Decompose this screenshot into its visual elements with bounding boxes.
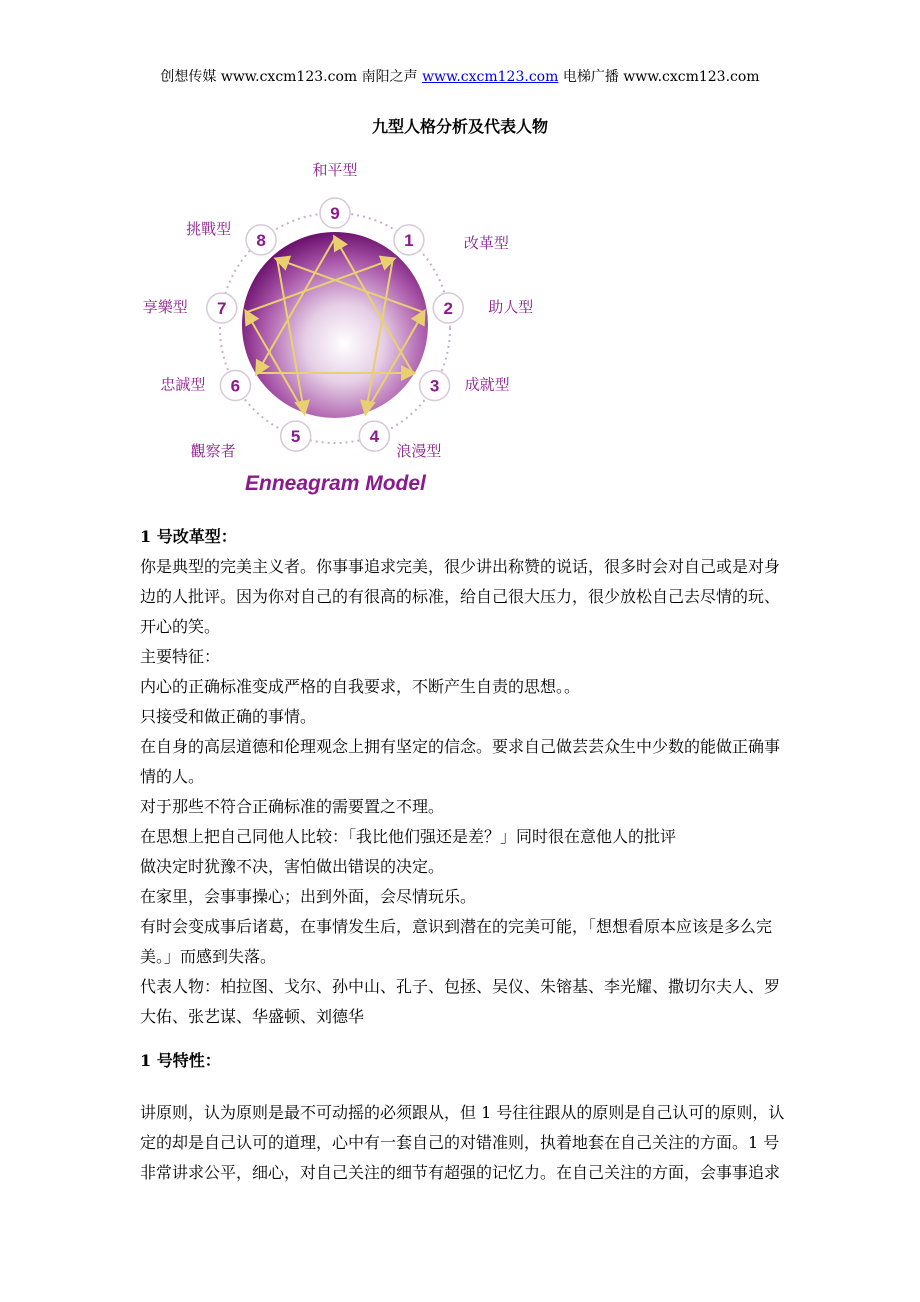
features-label: 主要特征： — [140, 647, 221, 666]
feature-item: 只接受和做正确的事情。 — [140, 707, 317, 726]
enneagram-node-number: 7 — [217, 299, 227, 319]
enneagram-node-number: 6 — [230, 376, 241, 396]
enneagram-type-label: 改革型 — [463, 233, 509, 252]
enneagram-type-label: 享樂型 — [142, 298, 188, 317]
enneagram-type-label: 成就型 — [464, 375, 510, 394]
enneagram-node-number: 3 — [429, 376, 440, 396]
section1-heading: 1 号改革型： — [140, 527, 237, 546]
feature-item: 对于那些不符合正确标准的需要置之不理。 — [140, 797, 445, 816]
feature-item: 在思想上把自己同他人比较：「我比他们强还是差？」同时很在意他人的批评 — [140, 827, 677, 846]
section1-intro: 你是典型的完美主义者。你事事追求完美，很少讲出称赞的说话，很多时会对自己或是对身边的人批评。因为你对自己的有很高的标准，给自己很大压力，很少放松自己去尽情的玩、开心的笑。 — [140, 557, 781, 636]
feature-item: 有时会变成事后诸葛，在事情发生后，意识到潜在的完美可能，「想想看原本应该是多么完美。」而感到失落。 — [140, 917, 773, 966]
feature-item: 内心的正确标准变成严格的自我要求，不断产生自责的思想。。 — [140, 677, 581, 696]
header-text-1: 创想传媒 www.cxcm123.com 南阳之声 — [160, 69, 423, 85]
diagram-caption: Enneagram Model — [245, 472, 426, 495]
document-title: 九型人格分析及代表人物 — [371, 117, 548, 136]
enneagram-node-number: 4 — [369, 427, 380, 447]
representatives: 代表人物：柏拉图、戈尔、孙中山、孔子、包拯、吴仪、朱镕基、李光耀、撒切尔夫人、罗大佑、张艺谋、华盛顿、刘德华 — [140, 977, 781, 1026]
enneagram-node-number: 8 — [256, 230, 266, 250]
enneagram-type-label: 助人型 — [488, 298, 534, 317]
header-text-2: 电梯广播 www.cxcm123.com — [558, 69, 760, 85]
enneagram-diagram — [130, 150, 550, 500]
enneagram-node-number: 1 — [404, 230, 414, 250]
enneagram-node-number: 5 — [290, 427, 301, 447]
enneagram-type-label: 忠誠型 — [160, 375, 206, 394]
enneagram-type-label: 挑戰型 — [186, 219, 232, 238]
document-body — [140, 522, 794, 1188]
enneagram-sphere — [242, 232, 428, 418]
enneagram-type-label: 和平型 — [312, 161, 358, 179]
feature-item: 做决定时犹豫不决，害怕做出错误的决定。 — [140, 857, 445, 876]
page-header — [0, 66, 920, 86]
header-link[interactable]: www.cxcm123.com — [422, 69, 559, 85]
section2-body: 讲原则，认为原则是最不可动摇的必须跟从，但 1 号往往跟从的原则是自己认可的原则，认定的却是自己认可的道理，心中有一套自己的对错准则，执着地套在自己关注的方面。1 号非常讲求公平，细心，对自己关注的细节有超强的记忆力。在自己关注的方面，会事事追求 — [140, 1103, 785, 1182]
feature-item: 在家里，会事事操心；出到外面，会尽情玩乐。 — [140, 887, 477, 906]
feature-item: 在自身的高层道德和伦理观念上拥有坚定的信念。要求自己做芸芸众生中少数的能做正确事情的人。 — [140, 737, 781, 786]
enneagram-svg — [130, 150, 550, 500]
enneagram-node-number: 2 — [443, 299, 453, 319]
enneagram-type-label: 浪漫型 — [396, 442, 442, 461]
enneagram-node-number: 9 — [330, 204, 340, 223]
enneagram-type-label: 觀察者 — [190, 442, 236, 461]
section2-heading: 1 号特性： — [140, 1051, 221, 1070]
